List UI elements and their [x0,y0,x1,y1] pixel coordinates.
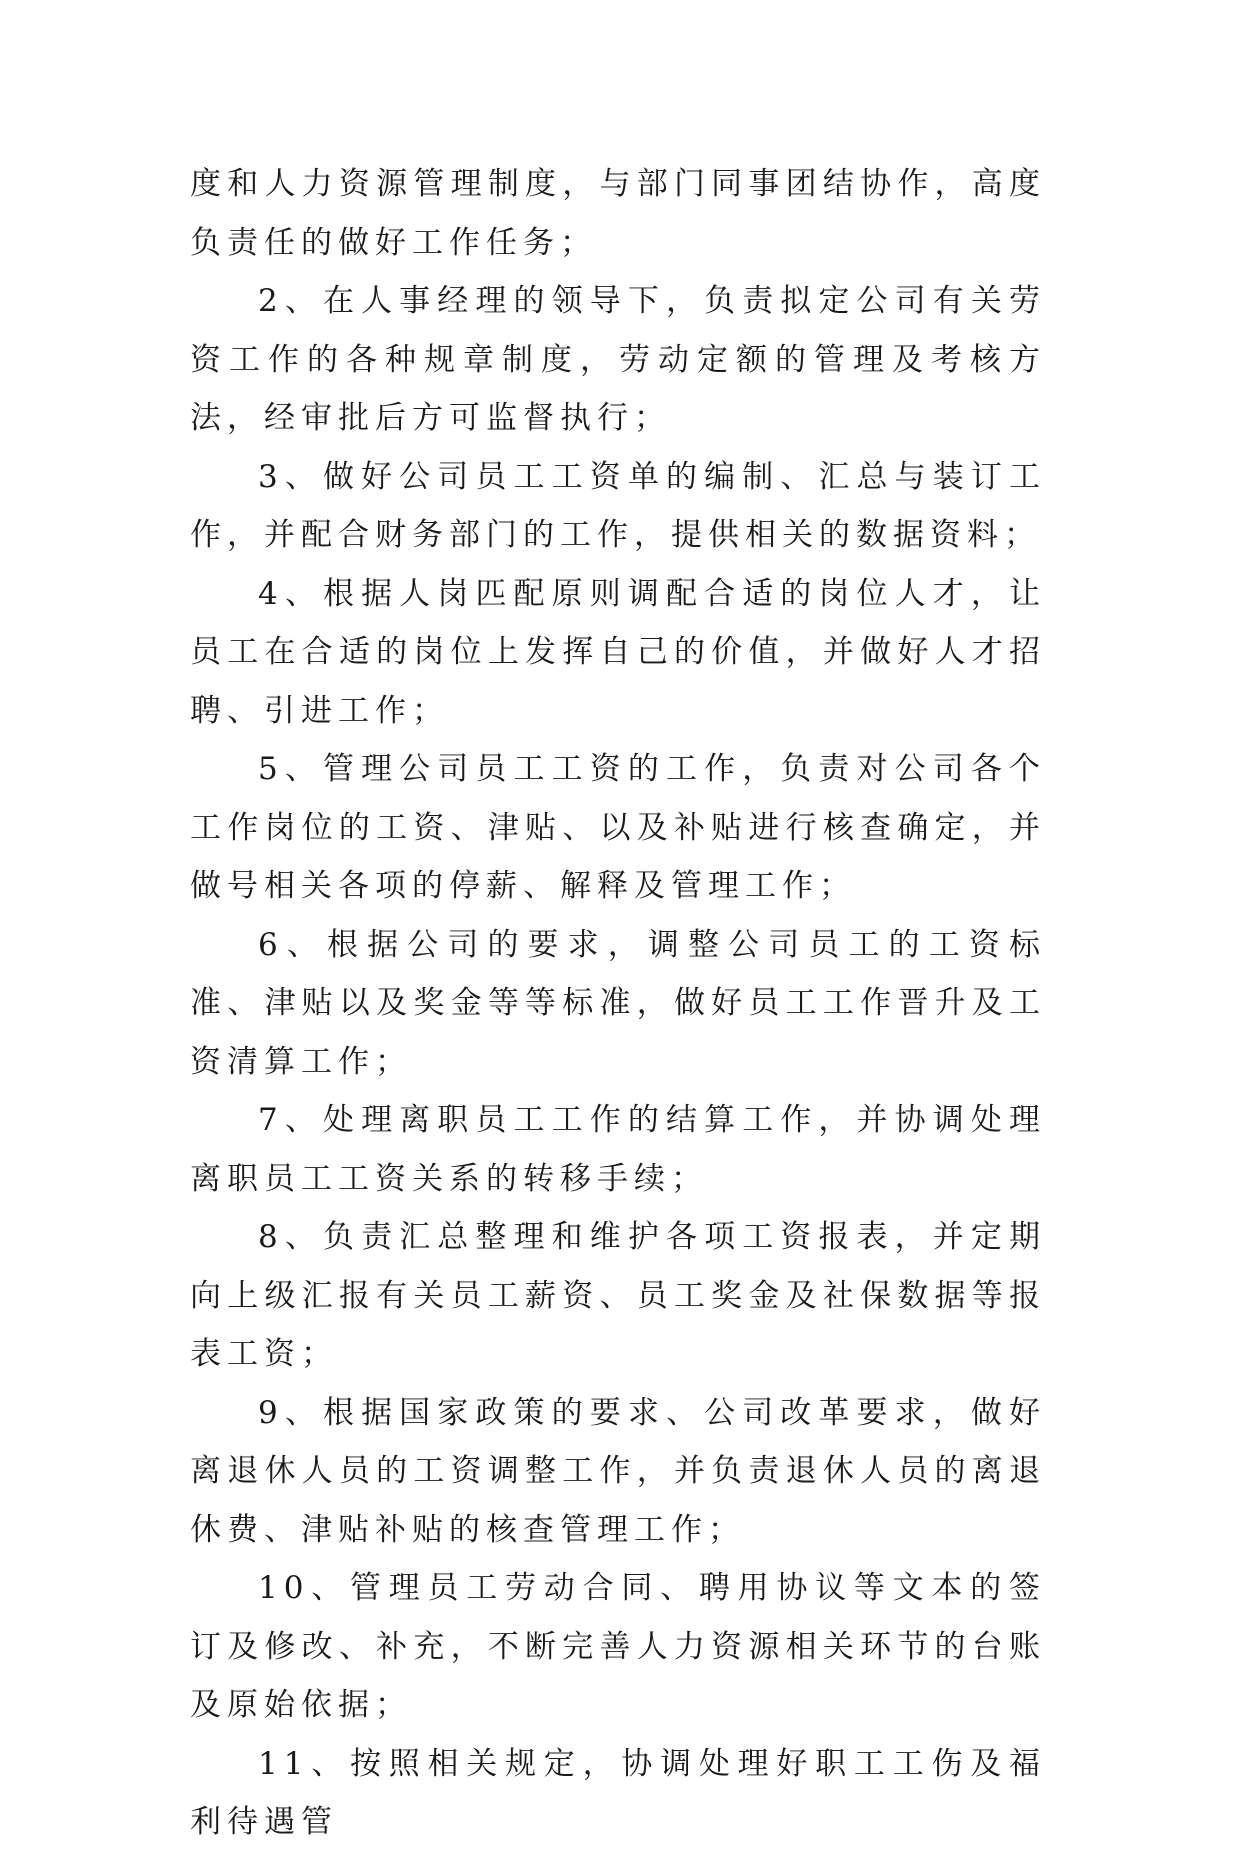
paragraph-item-10: 10、管理员工劳动合同、聘用协议等文本的签订及修改、补充，不断完善人力资源相关环节的台账及原始依据； [190,1570,1046,1723]
paragraph-item-3: 3、做好公司员工工资单的编制、汇总与装订工作，并配合财务部门的工作，提供相关的数据资料； [190,458,1046,553]
document-body [190,155,1046,1852]
paragraph-item-9: 9、根据国家政策的要求、公司改革要求，做好离退休人员的工资调整工作，并负责退休人员的离退休费、津贴补贴的核查管理工作； [190,1394,1046,1548]
paragraph-item-2: 2、在人事经理的领导下，负责拟定公司有关劳资工作的各种规章制度，劳动定额的管理及考核方法，经审批后方可监督执行； [190,283,1046,436]
paragraph-item-4: 4、根据人岗匹配原则调配合适的岗位人才，让员工在合适的岗位上发挥自己的价值，并做好人才招聘、引进工作； [190,575,1046,729]
paragraph-item-5: 5、管理公司员工工资的工作，负责对公司各个工作岗位的工资、津贴、以及补贴进行核查确定，并做号相关各项的停薪、解释及管理工作； [190,751,1046,904]
paragraph-item-6: 6、根据公司的要求，调整公司员工的工资标准、津贴以及奖金等等标准，做好员工工作晋升及工资清算工作； [190,926,1046,1080]
paragraph-item-8: 8、负责汇总整理和维护各项工资报表，并定期向上级汇报有关员工薪资、员工奖金及社保数据等报表工资； [190,1219,1046,1372]
paragraph-item-11: 11、按照相关规定，协调处理好职工工伤及福利待遇管 [190,1745,1046,1840]
paragraph-continuation: 度和人力资源管理制度，与部门同事团结协作，高度负责任的做好工作任务； [190,166,1046,261]
paragraph-item-7: 7、处理离职员工工作的结算工作，并协调处理离职员工工资关系的转移手续； [190,1102,1046,1197]
